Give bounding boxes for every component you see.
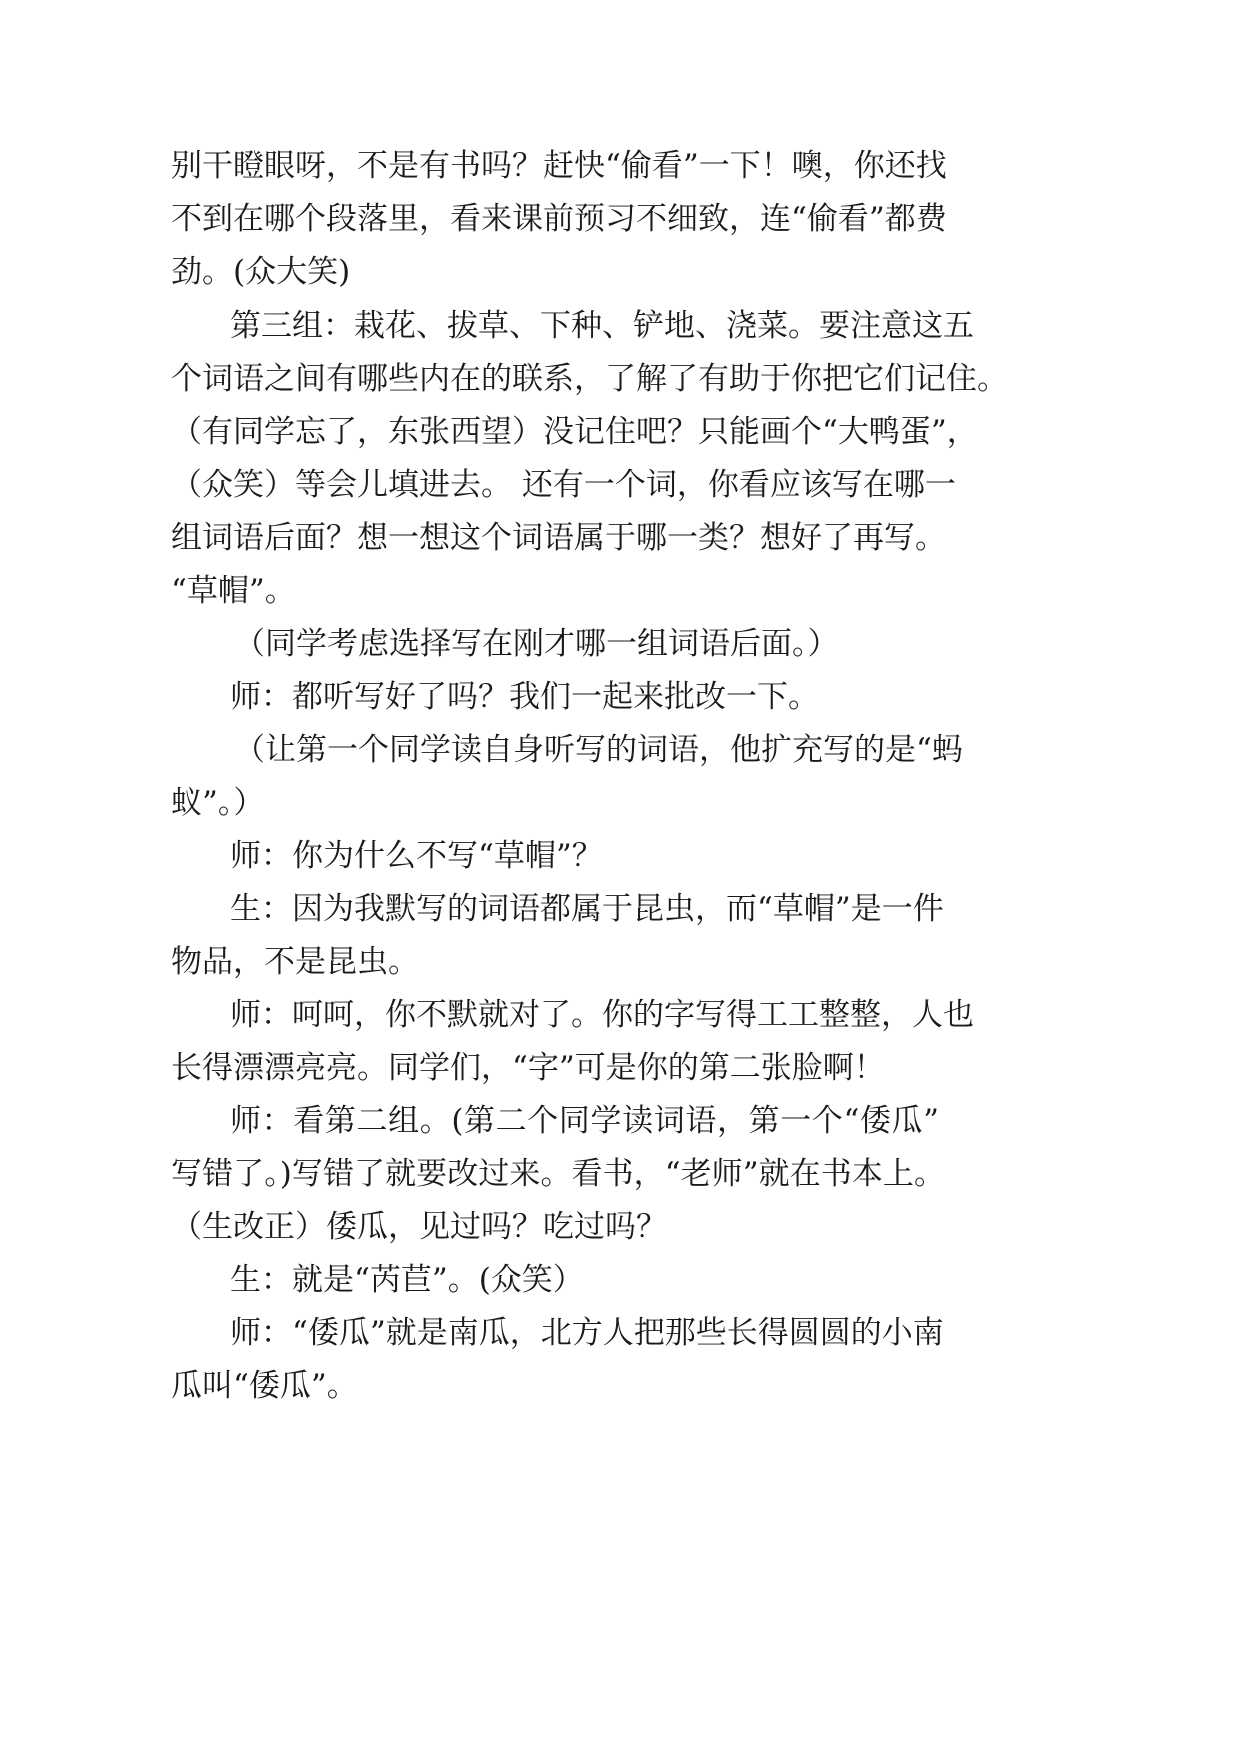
text-line: 生：就是“芮苣”。(众笑） [230, 1262, 584, 1298]
text-line: （有同学忘了，东张西望）没记住吧？只能画个“大鸭蛋”， [171, 414, 978, 450]
text-line: 师：“倭瓜”就是南瓜，北方人把那些长得圆圆的小南 [230, 1315, 944, 1351]
text-line: 瓜叫“倭瓜”。 [171, 1368, 358, 1404]
text-line: （众笑）等会儿填进去。 还有一个词，你看应该写在哪一 [171, 467, 956, 503]
text-line: 个词语之间有哪些内在的联系，了解了有助于你把它们记住。 [171, 361, 1008, 397]
text-line: 不到在哪个段落里，看来课前预习不细致，连“偷看”都费 [171, 201, 947, 237]
text-line: 别干瞪眼呀，不是有书吗？赶快“偷看”一下！噢，你还找 [171, 148, 947, 184]
text-line: 师：你为什么不写“草帽”？ [230, 838, 603, 874]
text-line: （让第一个同学读自身听写的词语，他扩充写的是“蚂 [234, 732, 963, 768]
text-line: 长得漂漂亮亮。同学们，“字”可是你的第二张脸啊！ [171, 1050, 885, 1086]
text-line: （同学考虑选择写在刚才哪一组词语后面。） [234, 626, 839, 662]
text-line: （生改正）倭瓜，见过吗？吃过吗？ [171, 1209, 667, 1245]
text-line: 蚁”。） [171, 785, 265, 821]
text-line: 劲。(众大笑) [171, 254, 351, 290]
text-line: 组词语后面？想一想这个词语属于哪一类？想好了再写。 [171, 520, 946, 556]
text-line: “草帽”。 [171, 573, 296, 609]
text-line: 师：看第二组。(第二个同学读词语，第一个“倭瓜” [230, 1103, 940, 1139]
text-line: 生：因为我默写的词语都属于昆虫，而“草帽”是一件 [230, 891, 944, 927]
text-line: 写错了。)写错了就要改过来。看书，“老师”就在书本上。 [171, 1156, 946, 1192]
text-line: 物品，不是昆虫。 [171, 944, 419, 980]
text-line: 师：都听写好了吗？我们一起来批改一下。 [230, 679, 819, 715]
text-line: 第三组：栽花、拔草、下种、铲地、浇菜。要注意这五 [230, 308, 974, 344]
text-line: 师：呵呵，你不默就对了。你的字写得工工整整，人也 [230, 997, 974, 1033]
